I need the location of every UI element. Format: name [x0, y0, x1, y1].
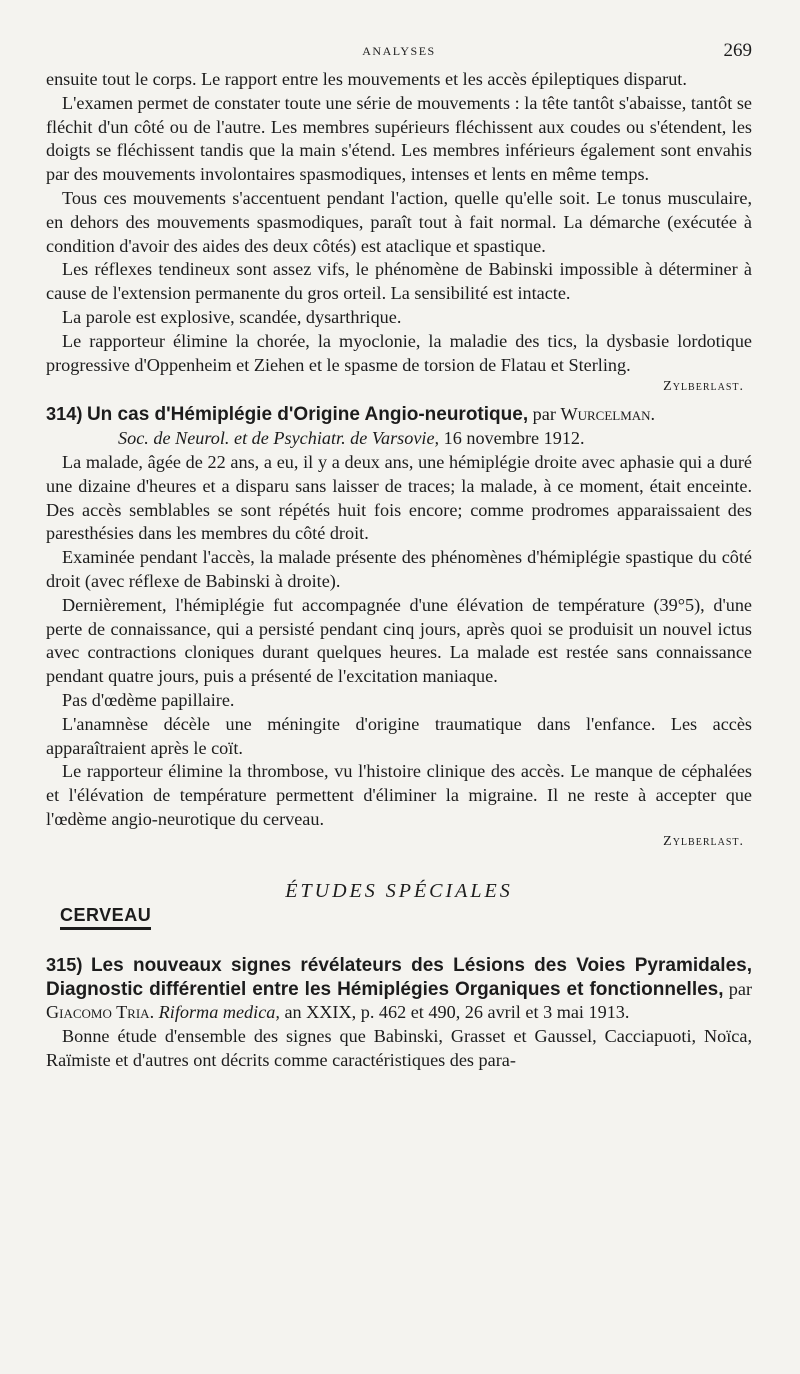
paragraph: Bonne étude d'ensemble des signes que Babinski, Grasset et Gaussel, Cacciapuoti, Noïca, Raïmiste et d'autres ont décrits comme caractéristiques des para-: [46, 1026, 752, 1070]
entry-heading: [46, 403, 752, 451]
entry-heading: [46, 954, 752, 1025]
reviewer-signature: Zylberlast.: [663, 833, 744, 849]
paragraph: L'anamnèse décèle une méningite d'origine traumatique dans l'enfance. Les accès apparaîtraient après le coït.: [46, 713, 752, 758]
paragraph: ensuite tout le corps. Le rapport entre les mouvements et les accès épileptiques disparut.: [46, 69, 687, 89]
section-title: ÉTUDES SPÉCIALES: [285, 879, 513, 902]
entry-title: Un cas d'Hémiplégie d'Origine Angio-neurotique,: [86, 404, 529, 426]
entry-number: 315): [46, 954, 83, 975]
entry-source: Soc. de Neurol. et de Psychiatr. de Varsovie,: [118, 428, 440, 449]
paragraph: Les réflexes tendineux sont assez vifs, le phénomène de Babinski impossible à déterminer à cause de l'extension permanente du gros orteil. La sensibilité est intacte.: [46, 259, 752, 304]
section-rubric: CERVEAU: [60, 905, 151, 930]
reviewer-signature: Zylberlast.: [663, 379, 744, 395]
entry-title: Les nouveaux signes révélateurs des Lésions des Voies Pyramidales, Diagnostic différentiel entre les Hémiplégies Organiques et fonctionnelles,: [46, 954, 752, 1000]
paragraph: Le rapporteur élimine la thrombose, vu l'histoire clinique des accès. Le manque de céphalées et l'élévation de température permettent d'éliminer la migraine. Il ne reste à accepter que l'œdème angio-neurotique du cerveau.: [46, 761, 752, 829]
paragraph: Tous ces mouvements s'accentuent pendant l'action, quelle qu'elle soit. Le tonus musculaire, en dehors des mouvements spasmodiques, paraît tout à fait normal. La démarche (exécutée à condition d'avoir des aides des deux côtés) est ataclique et spastique.: [46, 187, 752, 256]
entry-author: Wurcelman.: [560, 404, 656, 425]
entry-author: Giacomo Tria.: [46, 1002, 155, 1023]
paragraph: La malade, âgée de 22 ans, a eu, il y a deux ans, une hémiplégie droite avec aphasie qui a duré une dizaine d'heures et a disparu sans laisser de traces; la malade, à ce moment, était enceinte. Des accès semblables se sont répétés huit fois encore; comme prodromes apparaissaient des paresthésies dans les membres du côté droit.: [46, 451, 752, 544]
author-prefix: par: [728, 978, 753, 999]
running-header: [46, 38, 752, 68]
entry-315: [46, 954, 752, 1073]
paragraph: Pas d'œdème papillaire.: [62, 689, 235, 710]
running-title: ANALYSES: [362, 44, 436, 58]
paragraph: La parole est explosive, scandée, dysarthrique.: [62, 306, 402, 327]
paragraph: L'examen permet de constater toute une série de mouvements : la tête tantôt s'abaisse, tantôt se fléchit d'un côté ou de l'autre. Les membres supérieurs fléchissent aux coudes ou s'étendent, les doigts se fléchissent tandis que la main s'étend. Les membres inférieurs également sont envahis par des mouvements involontaires spasmodiques, intenses et lents en même temps.: [46, 92, 752, 185]
entry-314: [46, 403, 752, 849]
page-number: 269: [723, 40, 752, 61]
entry-number: 314): [46, 404, 83, 425]
entry-date: 16 novembre 1912.: [443, 428, 585, 449]
author-prefix: par: [532, 404, 556, 425]
entry-citation: an XXIX, p. 462 et 490, 26 avril et 3 mai 1913.: [284, 1002, 630, 1023]
paragraph: Dernièrement, l'hémiplégie fut accompagnée d'une élévation de température (39°5), d'une perte de connaissance, qui a persisté pendant cinq jours, après quoi se produisit un nouvel ictus avec contractions cloniques durant quelques heures. La malade est restée sans connaissance pendant quatre jours, puis a présenté de l'excitation maniaque.: [46, 594, 752, 687]
entry-source: Riforma medica,: [158, 1002, 280, 1023]
entry-313-continuation: [46, 68, 752, 395]
paragraph: Examinée pendant l'accès, la malade présente des phénomènes d'hémiplégie spastique du côté droit (avec réflexe de Babinski à droite).: [46, 547, 752, 591]
paragraph: Le rapporteur élimine la chorée, la myoclonie, la maladie des tics, la dysbasie lordotique progressive d'Oppenheim et Ziehen et le spasme de torsion de Flatau et Sterling.: [46, 330, 752, 375]
journal-page: [46, 38, 752, 1073]
